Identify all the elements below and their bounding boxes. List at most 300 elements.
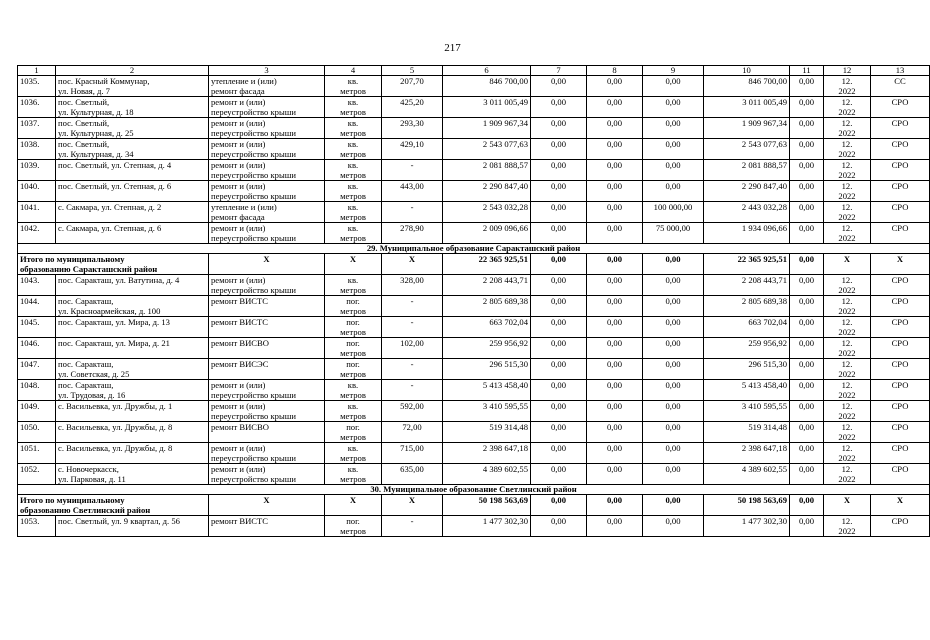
subtotal-col8: 0,00 <box>587 495 643 516</box>
column-number-row <box>18 66 930 76</box>
date-cell: 12. 2022 <box>824 422 871 443</box>
method-cell: СРО <box>871 401 930 422</box>
total-cost-cell: 1 477 302,30 <box>443 516 531 537</box>
method-cell: СРО <box>871 443 930 464</box>
unit-cell: кв. метров <box>325 443 382 464</box>
col10-cell: 2 208 443,71 <box>704 275 790 296</box>
table-row <box>18 275 930 296</box>
row-number: 1039. <box>18 160 56 181</box>
col11-cell: 0,00 <box>790 202 824 223</box>
col9-cell: 0,00 <box>643 160 704 181</box>
subtotal-col11: 0,00 <box>790 495 824 516</box>
unit-cell: кв. метров <box>325 181 382 202</box>
method-cell: СРО <box>871 97 930 118</box>
col11-cell: 0,00 <box>790 422 824 443</box>
area-cell: 72,00 <box>382 422 443 443</box>
subtotal-col9: 0,00 <box>643 254 704 275</box>
method-cell: СРО <box>871 202 930 223</box>
area-cell: 592,00 <box>382 401 443 422</box>
col7-cell: 0,00 <box>531 139 587 160</box>
area-cell: - <box>382 317 443 338</box>
col10-cell: 2 805 689,38 <box>704 296 790 317</box>
col9-cell: 0,00 <box>643 338 704 359</box>
col7-cell: 0,00 <box>531 160 587 181</box>
col10-cell: 3 410 595,55 <box>704 401 790 422</box>
column-number-1: 1 <box>18 66 56 76</box>
col10-cell: 2 543 077,63 <box>704 139 790 160</box>
row-number: 1040. <box>18 181 56 202</box>
work-type-cell: ремонт и (или) переустройство крыши <box>209 464 325 485</box>
method-cell: СРО <box>871 338 930 359</box>
total-cost-cell: 2 543 077,63 <box>443 139 531 160</box>
col7-cell: 0,00 <box>531 338 587 359</box>
table-row <box>18 338 930 359</box>
area-cell: - <box>382 160 443 181</box>
col7-cell: 0,00 <box>531 359 587 380</box>
total-cost-cell: 3 011 005,49 <box>443 97 531 118</box>
col8-cell: 0,00 <box>587 380 643 401</box>
address-cell: с. Сакмара, ул. Степная, д. 2 <box>56 202 209 223</box>
total-cost-cell: 846 700,00 <box>443 76 531 97</box>
date-cell: 12. 2022 <box>824 464 871 485</box>
col9-cell: 0,00 <box>643 118 704 139</box>
col11-cell: 0,00 <box>790 76 824 97</box>
col11-cell: 0,00 <box>790 160 824 181</box>
column-number-13: 13 <box>871 66 930 76</box>
row-number: 1041. <box>18 202 56 223</box>
col10-cell: 259 956,92 <box>704 338 790 359</box>
column-number-7: 7 <box>531 66 587 76</box>
col11-cell: 0,00 <box>790 464 824 485</box>
address-cell: пос. Саракташ, ул. Ватутина, д. 4 <box>56 275 209 296</box>
col7-cell: 0,00 <box>531 464 587 485</box>
table-row <box>18 443 930 464</box>
col8-cell: 0,00 <box>587 97 643 118</box>
col11-cell: 0,00 <box>790 296 824 317</box>
section-title: 30. Муниципальное образование Светлинский район <box>18 485 930 495</box>
col7-cell: 0,00 <box>531 296 587 317</box>
method-cell: СРО <box>871 275 930 296</box>
area-cell: 278,90 <box>382 223 443 244</box>
table-row <box>18 422 930 443</box>
date-cell: 12. 2022 <box>824 275 871 296</box>
col7-cell: 0,00 <box>531 380 587 401</box>
col10-cell: 3 011 005,49 <box>704 97 790 118</box>
date-cell: 12. 2022 <box>824 443 871 464</box>
table-row <box>18 296 930 317</box>
area-cell: 102,00 <box>382 338 443 359</box>
method-cell: СРО <box>871 296 930 317</box>
table-row <box>18 380 930 401</box>
column-number-12: 12 <box>824 66 871 76</box>
section-header-row <box>18 244 930 254</box>
section-header-row <box>18 485 930 495</box>
address-cell: с. Васильевка, ул. Дружбы, д. 1 <box>56 401 209 422</box>
row-number: 1035. <box>18 76 56 97</box>
col9-cell: 100 000,00 <box>643 202 704 223</box>
unit-cell: кв. метров <box>325 97 382 118</box>
address-cell: с. Сакмара, ул. Степная, д. 6 <box>56 223 209 244</box>
subtotal-work: X <box>209 254 325 275</box>
total-cost-cell: 2 208 443,71 <box>443 275 531 296</box>
area-cell: 635,00 <box>382 464 443 485</box>
area-cell: - <box>382 380 443 401</box>
address-cell: с. Васильевка, ул. Дружбы, д. 8 <box>56 443 209 464</box>
method-cell: СРО <box>871 380 930 401</box>
address-cell: пос. Светлый, ул. Культурная, д. 34 <box>56 139 209 160</box>
date-cell: 12. 2022 <box>824 97 871 118</box>
work-type-cell: ремонт ВИСВО <box>209 338 325 359</box>
col11-cell: 0,00 <box>790 401 824 422</box>
col8-cell: 0,00 <box>587 516 643 537</box>
subtotal-row <box>18 495 930 516</box>
table-row <box>18 317 930 338</box>
subtotal-col11: 0,00 <box>790 254 824 275</box>
table-row <box>18 97 930 118</box>
subtotal-total: 50 198 563,69 <box>443 495 531 516</box>
unit-cell: кв. метров <box>325 118 382 139</box>
column-number-11: 11 <box>790 66 824 76</box>
unit-cell: кв. метров <box>325 76 382 97</box>
subtotal-area: X <box>382 254 443 275</box>
table-row <box>18 118 930 139</box>
total-cost-cell: 2 009 096,66 <box>443 223 531 244</box>
col7-cell: 0,00 <box>531 223 587 244</box>
subtotal-label: Итого по муниципальному образованию Саракташский район <box>18 254 209 275</box>
unit-cell: пог. метров <box>325 516 382 537</box>
col8-cell: 0,00 <box>587 464 643 485</box>
subtotal-date: X <box>824 495 871 516</box>
method-cell: СРО <box>871 160 930 181</box>
col8-cell: 0,00 <box>587 296 643 317</box>
col9-cell: 0,00 <box>643 275 704 296</box>
row-number: 1050. <box>18 422 56 443</box>
total-cost-cell: 519 314,48 <box>443 422 531 443</box>
col10-cell: 2 290 847,40 <box>704 181 790 202</box>
col8-cell: 0,00 <box>587 422 643 443</box>
col10-cell: 846 700,00 <box>704 76 790 97</box>
col8-cell: 0,00 <box>587 338 643 359</box>
total-cost-cell: 2 805 689,38 <box>443 296 531 317</box>
work-type-cell: ремонт ВИСЭС <box>209 359 325 380</box>
col7-cell: 0,00 <box>531 401 587 422</box>
col8-cell: 0,00 <box>587 223 643 244</box>
row-number: 1048. <box>18 380 56 401</box>
subtotal-method: X <box>871 495 930 516</box>
method-cell: СРО <box>871 223 930 244</box>
row-number: 1049. <box>18 401 56 422</box>
col9-cell: 0,00 <box>643 97 704 118</box>
subtotal-col7: 0,00 <box>531 254 587 275</box>
row-number: 1046. <box>18 338 56 359</box>
unit-cell: пог. метров <box>325 317 382 338</box>
subtotal-work: X <box>209 495 325 516</box>
date-cell: 12. 2022 <box>824 181 871 202</box>
work-type-cell: ремонт и (или) переустройство крыши <box>209 443 325 464</box>
col10-cell: 2 081 888,57 <box>704 160 790 181</box>
work-type-cell: ремонт и (или) переустройство крыши <box>209 401 325 422</box>
area-cell: - <box>382 516 443 537</box>
column-number-10: 10 <box>704 66 790 76</box>
col8-cell: 0,00 <box>587 160 643 181</box>
col7-cell: 0,00 <box>531 97 587 118</box>
col8-cell: 0,00 <box>587 443 643 464</box>
total-cost-cell: 2 398 647,18 <box>443 443 531 464</box>
col7-cell: 0,00 <box>531 181 587 202</box>
unit-cell: кв. метров <box>325 275 382 296</box>
method-cell: СРО <box>871 181 930 202</box>
col10-cell: 2 443 032,28 <box>704 202 790 223</box>
date-cell: 12. 2022 <box>824 317 871 338</box>
col9-cell: 75 000,00 <box>643 223 704 244</box>
row-number: 1045. <box>18 317 56 338</box>
col9-cell: 0,00 <box>643 516 704 537</box>
work-type-cell: утепление и (или) ремонт фасада <box>209 202 325 223</box>
date-cell: 12. 2022 <box>824 118 871 139</box>
work-type-cell: ремонт и (или) переустройство крыши <box>209 160 325 181</box>
col9-cell: 0,00 <box>643 139 704 160</box>
address-cell: пос. Саракташ, ул. Мира, д. 13 <box>56 317 209 338</box>
method-cell: СРО <box>871 139 930 160</box>
table-row <box>18 160 930 181</box>
area-cell: - <box>382 202 443 223</box>
unit-cell: пог. метров <box>325 422 382 443</box>
work-type-cell: ремонт и (или) переустройство крыши <box>209 275 325 296</box>
subtotal-total: 22 365 925,51 <box>443 254 531 275</box>
subtotal-unit: X <box>325 495 382 516</box>
row-number: 1053. <box>18 516 56 537</box>
work-type-cell: ремонт и (или) переустройство крыши <box>209 380 325 401</box>
table-row <box>18 202 930 223</box>
col9-cell: 0,00 <box>643 380 704 401</box>
col8-cell: 0,00 <box>587 139 643 160</box>
col11-cell: 0,00 <box>790 275 824 296</box>
date-cell: 12. 2022 <box>824 223 871 244</box>
col9-cell: 0,00 <box>643 76 704 97</box>
col8-cell: 0,00 <box>587 118 643 139</box>
address-cell: пос. Светлый, ул. 9 квартал, д. 56 <box>56 516 209 537</box>
row-number: 1036. <box>18 97 56 118</box>
date-cell: 12. 2022 <box>824 76 871 97</box>
address-cell: пос. Красный Коммунар, ул. Новая, д. 7 <box>56 76 209 97</box>
table-row <box>18 401 930 422</box>
col7-cell: 0,00 <box>531 422 587 443</box>
col9-cell: 0,00 <box>643 317 704 338</box>
total-cost-cell: 1 909 967,34 <box>443 118 531 139</box>
column-number-6: 6 <box>443 66 531 76</box>
total-cost-cell: 2 290 847,40 <box>443 181 531 202</box>
col9-cell: 0,00 <box>643 464 704 485</box>
table-row <box>18 359 930 380</box>
subtotal-label: Итого по муниципальному образованию Светлинский район <box>18 495 209 516</box>
row-number: 1052. <box>18 464 56 485</box>
col8-cell: 0,00 <box>587 202 643 223</box>
table-row <box>18 223 930 244</box>
table-body <box>18 66 930 537</box>
method-cell: СРО <box>871 422 930 443</box>
col7-cell: 0,00 <box>531 202 587 223</box>
total-cost-cell: 259 956,92 <box>443 338 531 359</box>
row-number: 1047. <box>18 359 56 380</box>
table-row <box>18 181 930 202</box>
col11-cell: 0,00 <box>790 516 824 537</box>
table-row <box>18 76 930 97</box>
date-cell: 12. 2022 <box>824 516 871 537</box>
subtotal-row <box>18 254 930 275</box>
row-number: 1038. <box>18 139 56 160</box>
col10-cell: 5 413 458,40 <box>704 380 790 401</box>
row-number: 1037. <box>18 118 56 139</box>
work-type-cell: ремонт и (или) переустройство крыши <box>209 97 325 118</box>
area-cell: - <box>382 359 443 380</box>
column-number-3: 3 <box>209 66 325 76</box>
work-type-cell: ремонт ВИСТС <box>209 317 325 338</box>
col8-cell: 0,00 <box>587 401 643 422</box>
method-cell: СРО <box>871 118 930 139</box>
subtotal-col7: 0,00 <box>531 495 587 516</box>
col7-cell: 0,00 <box>531 118 587 139</box>
col9-cell: 0,00 <box>643 422 704 443</box>
col10-cell: 296 515,30 <box>704 359 790 380</box>
table-row <box>18 516 930 537</box>
col8-cell: 0,00 <box>587 181 643 202</box>
col11-cell: 0,00 <box>790 443 824 464</box>
col11-cell: 0,00 <box>790 359 824 380</box>
subtotal-area: X <box>382 495 443 516</box>
area-cell: 429,10 <box>382 139 443 160</box>
col10-cell: 663 702,04 <box>704 317 790 338</box>
page-number: 217 <box>444 42 461 54</box>
col8-cell: 0,00 <box>587 317 643 338</box>
unit-cell: пог. метров <box>325 296 382 317</box>
unit-cell: кв. метров <box>325 223 382 244</box>
area-cell: 293,30 <box>382 118 443 139</box>
area-cell: 328,00 <box>382 275 443 296</box>
unit-cell: пог. метров <box>325 359 382 380</box>
area-cell: - <box>382 296 443 317</box>
col10-cell: 2 398 647,18 <box>704 443 790 464</box>
date-cell: 12. 2022 <box>824 380 871 401</box>
method-cell: СРО <box>871 464 930 485</box>
address-cell: пос. Светлый, ул. Культурная, д. 25 <box>56 118 209 139</box>
method-cell: СРО <box>871 317 930 338</box>
area-cell: 715,00 <box>382 443 443 464</box>
work-type-cell: утепление и (или) ремонт фасада <box>209 76 325 97</box>
date-cell: 12. 2022 <box>824 160 871 181</box>
row-number: 1051. <box>18 443 56 464</box>
method-cell: СРО <box>871 359 930 380</box>
total-cost-cell: 296 515,30 <box>443 359 531 380</box>
date-cell: 12. 2022 <box>824 401 871 422</box>
col11-cell: 0,00 <box>790 317 824 338</box>
area-cell: 207,70 <box>382 76 443 97</box>
col10-cell: 1 477 302,30 <box>704 516 790 537</box>
unit-cell: пог. метров <box>325 338 382 359</box>
total-cost-cell: 2 081 888,57 <box>443 160 531 181</box>
col7-cell: 0,00 <box>531 516 587 537</box>
col11-cell: 0,00 <box>790 181 824 202</box>
date-cell: 12. 2022 <box>824 202 871 223</box>
subtotal-col10: 50 198 563,69 <box>704 495 790 516</box>
address-cell: пос. Саракташ, ул. Трудовая, д. 16 <box>56 380 209 401</box>
col8-cell: 0,00 <box>587 275 643 296</box>
area-cell: 425,20 <box>382 97 443 118</box>
col11-cell: 0,00 <box>790 223 824 244</box>
column-number-2: 2 <box>56 66 209 76</box>
subtotal-col10: 22 365 925,51 <box>704 254 790 275</box>
col9-cell: 0,00 <box>643 359 704 380</box>
address-cell: пос. Саракташ, ул. Советская, д. 25 <box>56 359 209 380</box>
col9-cell: 0,00 <box>643 296 704 317</box>
unit-cell: кв. метров <box>325 380 382 401</box>
col7-cell: 0,00 <box>531 443 587 464</box>
unit-cell: кв. метров <box>325 464 382 485</box>
col7-cell: 0,00 <box>531 275 587 296</box>
subtotal-unit: X <box>325 254 382 275</box>
row-number: 1043. <box>18 275 56 296</box>
column-number-9: 9 <box>643 66 704 76</box>
column-number-5: 5 <box>382 66 443 76</box>
col9-cell: 0,00 <box>643 181 704 202</box>
date-cell: 12. 2022 <box>824 338 871 359</box>
work-type-cell: ремонт ВИСТС <box>209 296 325 317</box>
address-cell: с. Новочеркасск, ул. Парковая, д. 11 <box>56 464 209 485</box>
table-row <box>18 139 930 160</box>
column-number-8: 8 <box>587 66 643 76</box>
row-number: 1042. <box>18 223 56 244</box>
unit-cell: кв. метров <box>325 401 382 422</box>
subtotal-method: X <box>871 254 930 275</box>
work-type-cell: ремонт ВИСВО <box>209 422 325 443</box>
col9-cell: 0,00 <box>643 401 704 422</box>
unit-cell: кв. метров <box>325 202 382 223</box>
work-type-cell: ремонт и (или) переустройство крыши <box>209 181 325 202</box>
work-type-cell: ремонт и (или) переустройство крыши <box>209 223 325 244</box>
col11-cell: 0,00 <box>790 97 824 118</box>
col7-cell: 0,00 <box>531 317 587 338</box>
work-type-cell: ремонт и (или) переустройство крыши <box>209 118 325 139</box>
subtotal-col9: 0,00 <box>643 495 704 516</box>
col11-cell: 0,00 <box>790 380 824 401</box>
col10-cell: 1 934 096,66 <box>704 223 790 244</box>
table-row <box>18 464 930 485</box>
col10-cell: 1 909 967,34 <box>704 118 790 139</box>
total-cost-cell: 3 410 595,55 <box>443 401 531 422</box>
total-cost-cell: 5 413 458,40 <box>443 380 531 401</box>
unit-cell: кв. метров <box>325 160 382 181</box>
col9-cell: 0,00 <box>643 443 704 464</box>
total-cost-cell: 663 702,04 <box>443 317 531 338</box>
col11-cell: 0,00 <box>790 338 824 359</box>
row-number: 1044. <box>18 296 56 317</box>
address-cell: пос. Светлый, ул. Степная, д. 4 <box>56 160 209 181</box>
total-cost-cell: 4 389 602,55 <box>443 464 531 485</box>
subtotal-col8: 0,00 <box>587 254 643 275</box>
address-cell: пос. Саракташ, ул. Мира, д. 21 <box>56 338 209 359</box>
method-cell: СРО <box>871 516 930 537</box>
address-cell: пос. Светлый, ул. Культурная, д. 18 <box>56 97 209 118</box>
address-cell: с. Васильевка, ул. Дружбы, д. 8 <box>56 422 209 443</box>
date-cell: 12. 2022 <box>824 296 871 317</box>
work-type-cell: ремонт и (или) переустройство крыши <box>209 139 325 160</box>
work-type-cell: ремонт ВИСТС <box>209 516 325 537</box>
address-cell: пос. Саракташ, ул. Красноармейская, д. 100 <box>56 296 209 317</box>
address-cell: пос. Светлый, ул. Степная, д. 6 <box>56 181 209 202</box>
area-cell: 443,00 <box>382 181 443 202</box>
method-cell: СС <box>871 76 930 97</box>
section-title: 29. Муниципальное образование Саракташский район <box>18 244 930 254</box>
col11-cell: 0,00 <box>790 139 824 160</box>
